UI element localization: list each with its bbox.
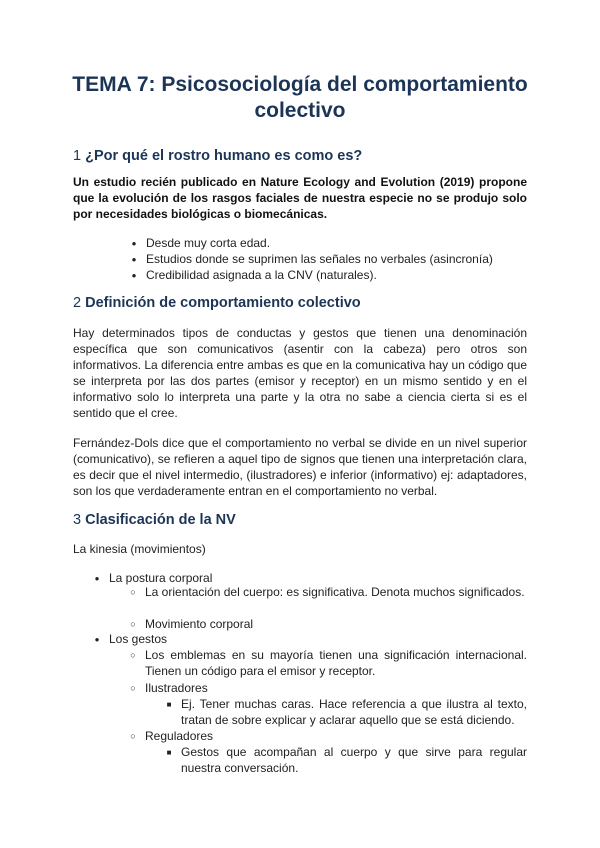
section-2-number: 2: [73, 295, 82, 311]
list-item: ○ Movimiento corporal: [127, 616, 527, 632]
list-item: ○ Los emblemas en su mayoría tienen una significación internacional. Tienen un código para el emisor y receptor.: [127, 647, 527, 679]
page-title: [60, 72, 540, 124]
bullet-disc-icon: [91, 570, 103, 588]
bullet-disc-icon: [128, 267, 140, 285]
section-3-title: Clasificación de la NV: [85, 512, 236, 528]
section-2-title: Definición de comportamiento colectivo: [85, 295, 361, 311]
list-item: ● Los gestos: [91, 631, 527, 647]
section-2-paragraph: Hay determinados tipos de conductas y gestos que tienen una denominación específica que son comunicativos (asentir con la cabeza) pero otros son informativos. La diferencia entre ambas es que en la comunicativa hay un código que se interpreta por las dos partes (emisor y receptor) en un mismo sentido y en el informativo solo lo interpreta una parte y la otra no sabe a ciencia cierta si es el sentido que el cree.: [73, 326, 527, 420]
title-topic: TEMA 7: [72, 73, 149, 96]
section-1-number: 1: [73, 148, 82, 164]
bullet-circle-icon: [127, 584, 139, 601]
bullet-circle-icon: [127, 680, 139, 697]
list-item: ● Desde muy corta edad.: [128, 235, 528, 251]
section-3-heading: [73, 511, 236, 529]
bullet-square-icon: [163, 696, 175, 714]
section-3-intro: La kinesia (movimientos): [73, 542, 206, 556]
section-1-lead: Un estudio recién publicado en Nature Ecology and Evolution (2019) propone que la evolución de los rasgos faciales de nuestra especie no se produjo solo por necesidades biológicas o biomecánicas.: [73, 175, 527, 221]
bullet-square-icon: [163, 744, 175, 762]
section-1-heading: [73, 147, 362, 165]
section-3-number: 3: [73, 512, 82, 528]
list-item: ● Credibilidad asignada a la CNV (naturales).: [128, 267, 528, 283]
bullet-disc-icon: [91, 631, 103, 649]
section-1-title: ¿Por qué el rostro humano es como es?: [85, 148, 363, 164]
list-item: ■ Gestos que acompañan al cuerpo y que sirve para regular nuestra conversación.: [163, 744, 527, 776]
title-text: : Psicosociología del comportamiento colectivo: [148, 73, 528, 122]
list-item: ● La postura corporal: [91, 570, 527, 586]
list-item: ○ La orientación del cuerpo: es significativa. Denota muchos significados.: [127, 584, 527, 616]
section-2-paragraph: Fernández-Dols dice que el comportamiento no verbal se divide en un nivel superior (comunicativo), se refieren a aquel tipo de signos que tienen una interpretación clara, es decir que el nivel intermedio, (ilustradores) e inferior (informativo) ej: adaptadores, son los que verdaderamente entran en el comportamiento no verbal.: [73, 436, 527, 498]
list-item: ○ Reguladores: [127, 728, 527, 744]
bullet-circle-icon: [127, 728, 139, 745]
list-item: ■ Ej. Tener muchas caras. Hace referencia a que ilustra al texto, tratan de sobre explicar y aclarar aquello que se está diciendo.: [163, 696, 527, 728]
list-item: ● Estudios donde se suprimen las señales no verbales (asincronía): [128, 251, 528, 267]
section-2-heading: [73, 294, 361, 312]
list-item: ○ Ilustradores: [127, 680, 527, 696]
bullet-circle-icon: [127, 647, 139, 664]
